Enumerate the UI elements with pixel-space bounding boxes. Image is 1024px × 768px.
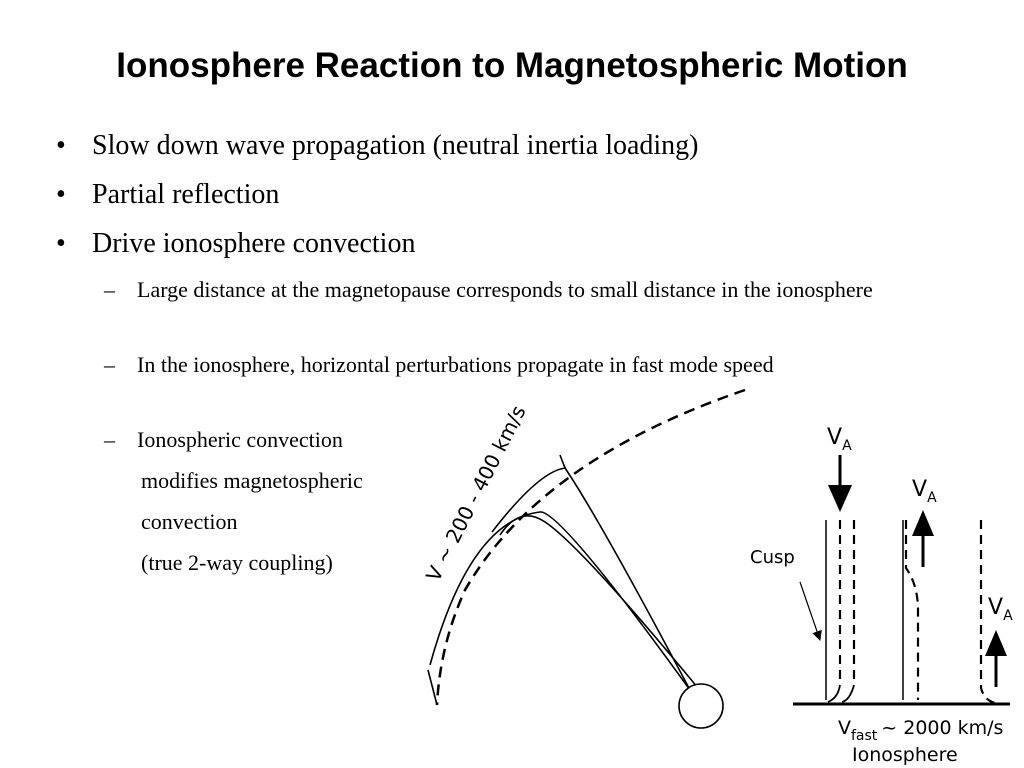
bullet-text: Slow down wave propagation (neutral inertia loading): [92, 130, 699, 161]
sub-bullet-dash: –: [104, 427, 115, 452]
va-label-top: $V_A$: [827, 425, 852, 454]
continuation-line: modifies magnetospheric: [141, 468, 363, 493]
sub-bullet-dash: –: [104, 277, 115, 302]
sub-bullet-dash: –: [104, 352, 115, 377]
bullet-dot: •: [56, 179, 66, 210]
va-label-middle: $V_A$: [912, 477, 937, 506]
field-line-inner: [500, 516, 698, 688]
slide-title: Ionosphere Reaction to Magnetospheric Motion: [116, 46, 908, 85]
va-down-arrow-head: [828, 485, 852, 512]
ionosphere-label: Ionosphere: [852, 744, 958, 766]
continuation-line: convection: [141, 509, 238, 534]
va-label-right: $V_A$: [988, 595, 1013, 624]
velocity-label: V ~ 200 - 400 km/s: [421, 401, 531, 586]
bullet-text: Drive ionosphere convection: [92, 228, 416, 259]
earth-circle: [679, 684, 723, 728]
vfast-label: $V_{fast}$ ~ 2000 km/s: [838, 717, 1004, 744]
bullet-text: Partial reflection: [92, 179, 280, 210]
cusp-curve: [828, 685, 854, 702]
sub-bullet-text: Large distance at the magnetopause corresponds to small distance in the ionosphere: [137, 277, 873, 302]
field-line-upper: [492, 468, 566, 532]
va-up-arrow-middle-head: [912, 510, 934, 536]
sub-bullet-text: In the ionosphere, horizontal perturbations propagate in fast mode speed: [137, 352, 774, 377]
continuation-line: (true 2-way coupling): [141, 550, 333, 575]
va-up-arrow-right-head: [985, 630, 1007, 656]
cusp-label: Cusp: [750, 547, 795, 568]
cusp-pointer: [800, 582, 820, 640]
left-end-tick: [428, 670, 437, 705]
bullet-dot: •: [56, 130, 66, 161]
middle-dashed-curve: [906, 520, 918, 700]
bullet-dot: •: [56, 228, 66, 259]
sub-bullet-text: Ionospheric convection: [137, 427, 343, 452]
